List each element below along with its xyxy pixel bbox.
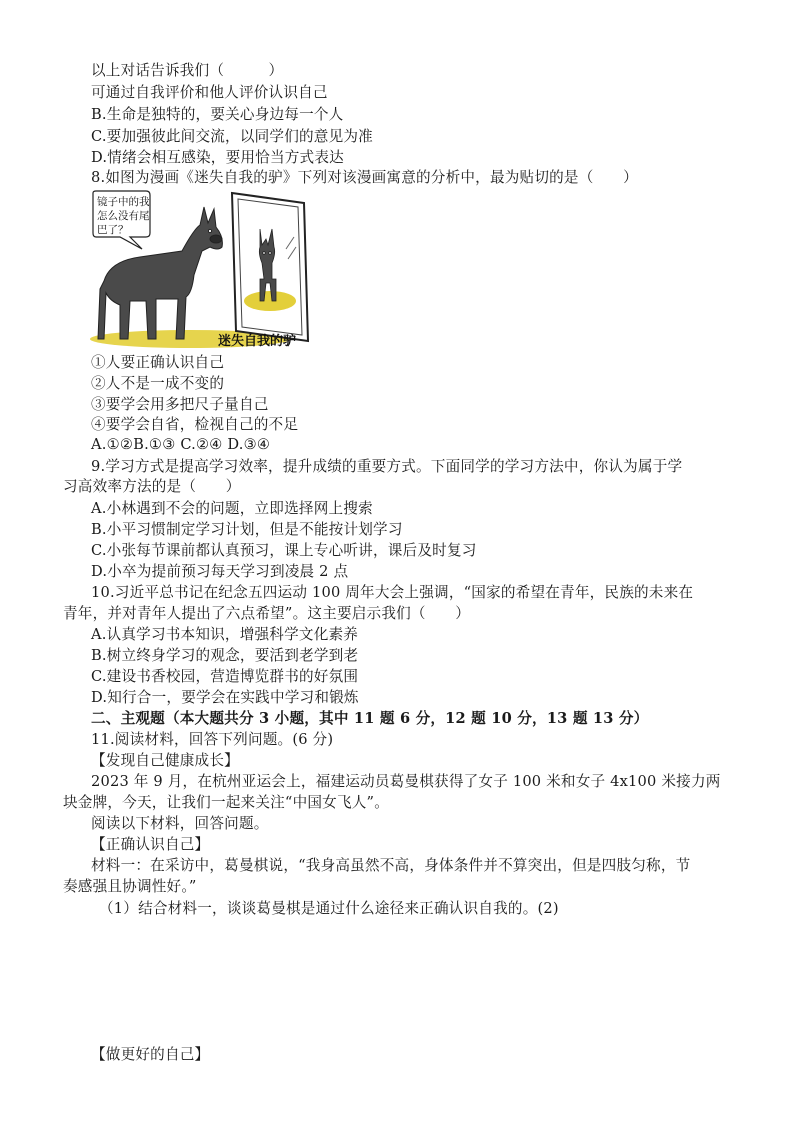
question-9-line-1: 9.学习方式是提高学习效率，提升成绩的重要方式。下面同学的学习方法中，你认为属于学 [91,458,683,475]
mirror [232,193,308,341]
question-10-option-b: B.树立终身学习的观念，要活到老学到老 [91,647,359,664]
section-heading: 二、主观题（本大题共分 3 小题，其中 11 题 6 分，12 题 10 分，13 题 13 分） [91,710,649,727]
question-9-line-2: 习高效率方法的是（ ） [63,478,241,495]
question-stem: 以上对话告诉我们（ ） [91,62,284,79]
passage-line-2: 块金牌，今天，让我们一起来关注“中国女飞人”。 [63,794,389,811]
option-a: 可通过自我评价和他人评价认识自己 [91,84,328,101]
question-11: 11.阅读材料，回答下列问题。(6 分) [91,731,334,748]
question-9-option-c: C.小张每节课前都认真预习，课上专心听讲，课后及时复习 [91,542,477,559]
cartoon-caption: 迷失自我的驴 [218,334,297,348]
subheading-3: 【做更好的自己】 [91,1046,210,1063]
material-1-line-2: 奏感强且协调性好。” [63,878,197,895]
cartoon-illustration [90,189,312,348]
subheading-2: 【正确认识自己】 [91,836,210,853]
bubble-line-3: 巴了？ [97,224,129,236]
question-8-choices: A.①②B.①③ C.②④ D.③④ [91,436,271,453]
material-1-line-1: 材料一：在采访中，葛曼棋说，“我身高虽然不高，身体条件并不算突出，但是四肢匀称，节 [91,857,691,874]
question-10-option-c: C.建设书香校园，营造博览群书的好氛围 [91,668,359,685]
option-c: C.要加强彼此间交流，以同学们的意见为准 [91,128,373,145]
bubble-line-1: 镜子中的我 [97,196,150,208]
question-10-option-d: D.知行合一，要学会在实践中学习和锻炼 [91,689,359,706]
passage-line-1: 2023 年 9 月，在杭州亚运会上，福建运动员葛曼棋获得了女子 100 米和女子 4x100 米接力两 [91,773,721,790]
question-8: 8.如图为漫画《迷失自我的驴》下列对该漫画寓意的分析中，最为贴切的是（ ） [91,169,638,186]
passage-line-3: 阅读以下材料，回答问题。 [91,815,269,832]
question-10-line-2: 青年，并对青年人提出了六点希望”。这主要启示我们（ ） [63,605,471,622]
option-d: D.情绪会相互感染，要用恰当方式表达 [91,149,344,166]
statement-3: ③要学会用多把尺子量自己 [91,396,269,413]
sub-question-1: （1）结合材料一，谈谈葛曼棋是通过什么途径来正确认识自我的。(2) [99,900,559,917]
statement-2: ②人不是一成不变的 [91,375,225,392]
question-9-option-a: A.小林遇到不会的问题，立即选择网上搜索 [91,500,373,517]
statement-1: ①人要正确认识自己 [91,354,225,371]
statement-4: ④要学会自省，检视自己的不足 [91,416,299,433]
option-b: B.生命是独特的，要关心身边每一个人 [91,106,344,123]
question-9-option-d: D.小卒为提前预习每天学习到凌晨 2 点 [91,563,349,580]
question-10-option-a: A.认真学习书本知识，增强科学文化素养 [91,626,359,643]
question-9-option-b: B.小平习惯制定学习计划，但是不能按计划学习 [91,521,403,538]
question-10-line-1: 10.习近平总书记在纪念五四运动 100 周年大会上强调，“国家的希望在青年，民族的未来在 [91,584,694,601]
speech-bubble [93,191,150,249]
subheading-1: 【发现自己健康成长】 [91,752,239,769]
bubble-line-2: 怎么没有尾 [97,210,150,222]
